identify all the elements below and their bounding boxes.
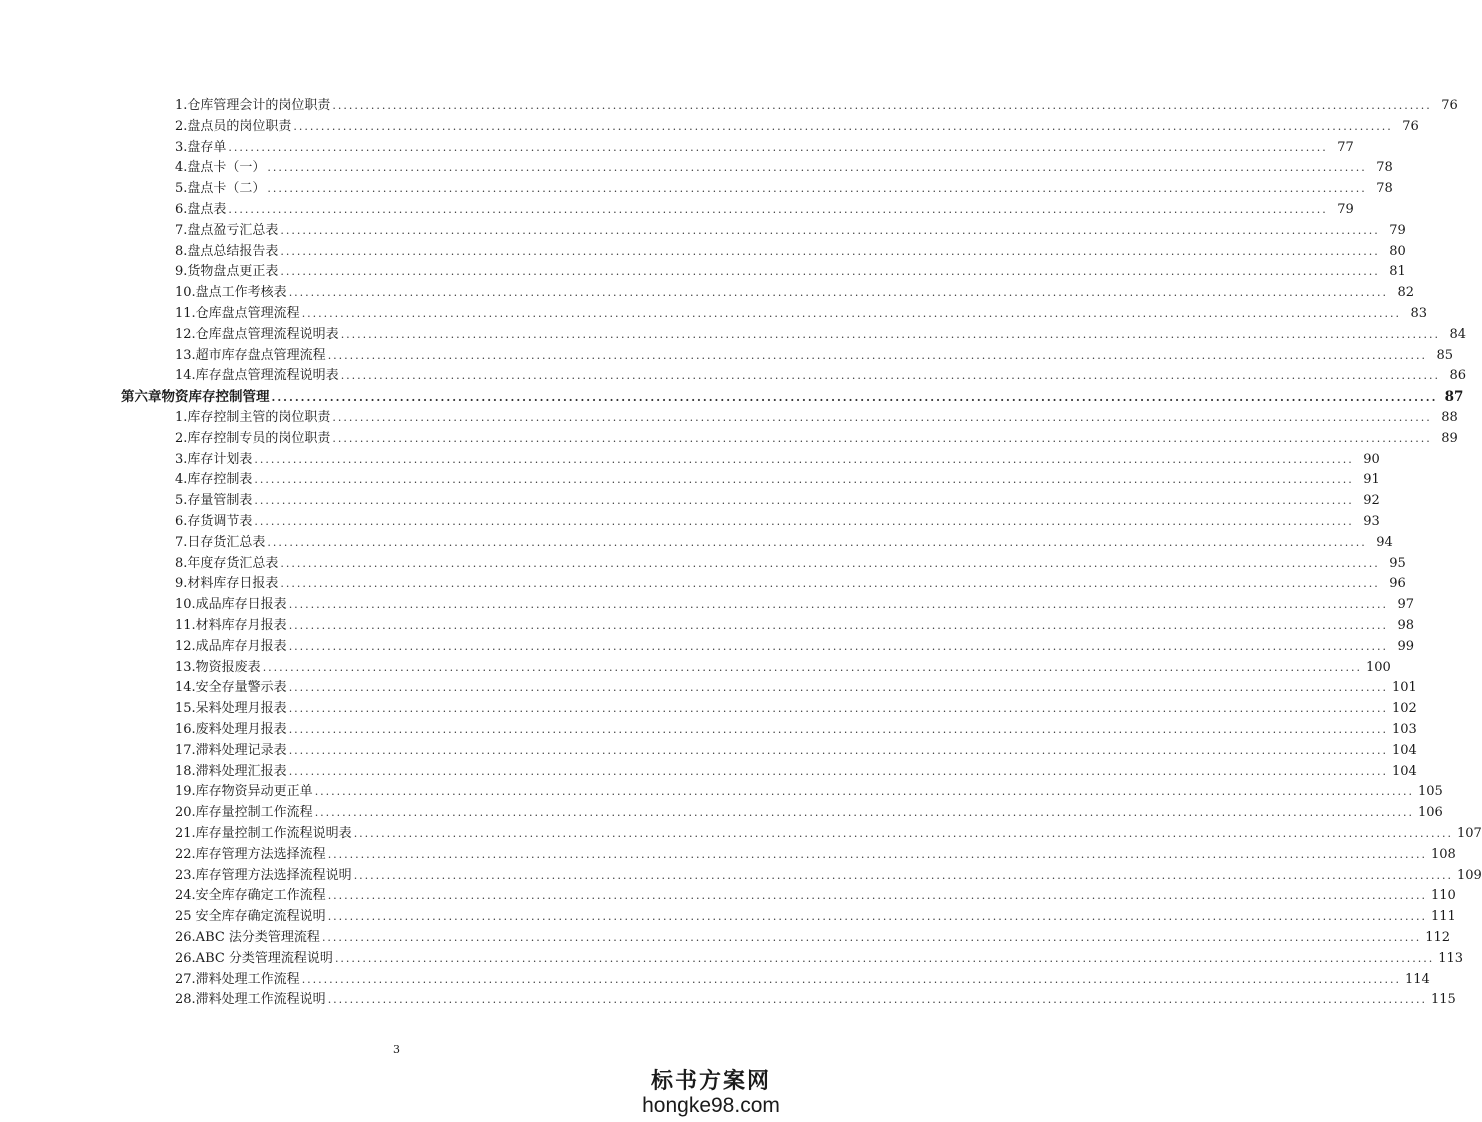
toc-entry-label: 7.日存货汇总表 xyxy=(175,534,266,550)
toc-entry-label: 10.成品库存日报表 xyxy=(175,597,287,613)
toc-page-number: 85 xyxy=(1436,347,1454,363)
toc-entry-label: 11.材料库存月报表 xyxy=(175,618,287,633)
toc-page-number: 107 xyxy=(1457,826,1482,841)
toc-page-number: 98 xyxy=(1397,618,1415,633)
toc-entry[interactable] xyxy=(175,264,1406,280)
toc-entry[interactable] xyxy=(175,826,1482,842)
toc-entry[interactable] xyxy=(175,285,1415,301)
toc-leader-dots: ........................................................................................................................................................................................................ xyxy=(301,972,1402,986)
toc-page-number: 90 xyxy=(1363,451,1380,467)
watermark-name: 标书方案网 xyxy=(650,1069,771,1094)
toc-entry-label: 5.盘点卡（二） xyxy=(175,181,266,197)
toc-leader-dots: ........................................................................................................................................................................................................ xyxy=(262,660,1363,674)
toc-leader-dots: ........................................................................................................................................................................................................ xyxy=(267,535,1367,549)
toc-entry-label: 11.仓库盘点管理流程 xyxy=(175,306,300,321)
toc-leader-dots: ........................................................................................................................................................................................................ xyxy=(321,931,1422,944)
toc-entry-label: 8.年度存货汇总表 xyxy=(175,555,279,571)
toc-page-number: 108 xyxy=(1431,846,1456,862)
toc-leader-dots: ........................................................................................................................................................................................................ xyxy=(327,889,1428,903)
toc-page-number: 103 xyxy=(1392,722,1417,737)
toc-page-number: 96 xyxy=(1389,576,1406,592)
toc-leader-dots: ........................................................................................................................................................................................................ xyxy=(327,847,1428,861)
toc-entry-label: 3.库存计划表 xyxy=(175,451,253,467)
toc-entry-label: 17.滞料处理记录表 xyxy=(175,742,287,758)
toc-entry-label: 22.库存管理方法选择流程 xyxy=(175,846,326,862)
toc-entry-label: 5.存量管制表 xyxy=(175,493,253,509)
toc-entry-label: 16.废料处理月报表 xyxy=(175,722,287,737)
toc-page-number: 82 xyxy=(1397,285,1415,301)
toc-page-number: 93 xyxy=(1363,514,1380,529)
toc-entry[interactable] xyxy=(175,514,1380,530)
toc-entry[interactable] xyxy=(175,576,1406,592)
toc-leader-dots: ........................................................................................................................................................................................................ xyxy=(288,286,1389,300)
toc-entry-label: 8.盘点总结报告表 xyxy=(175,243,279,259)
toc-entry[interactable] xyxy=(175,701,1417,717)
toc-page-number: 91 xyxy=(1363,472,1380,488)
toc-page-number: 99 xyxy=(1397,638,1415,654)
toc-entry[interactable] xyxy=(175,555,1406,572)
toc-page-number: 94 xyxy=(1376,534,1393,550)
toc-entry-label: 26.ABC 分类管理流程说明 xyxy=(175,950,333,966)
toc-leader-dots: ........................................................................................................................................................................................................ xyxy=(301,307,1402,320)
toc-entry-label: 13.超市库存盘点管理流程 xyxy=(175,347,326,363)
page-number: 3 xyxy=(393,1043,400,1056)
toc-page-number: 79 xyxy=(1389,222,1406,238)
toc-entry-label: 28.滞料处理工作流程说明 xyxy=(175,992,326,1008)
toc-entry[interactable] xyxy=(175,118,1419,135)
toc-entry-label: 19.库存物资异动更正单 xyxy=(175,784,313,800)
toc-leader-dots: ........................................................................................................................................................................................................ xyxy=(327,348,1428,362)
toc-entry-label: 27.滞料处理工作流程 xyxy=(175,971,300,987)
toc-page-number: 104 xyxy=(1392,742,1417,758)
toc-page-number: 84 xyxy=(1449,326,1467,342)
toc-entry[interactable] xyxy=(175,680,1417,696)
toc-entry-label: 4.盘点卡（一） xyxy=(175,160,266,176)
toc-leader-dots: ........................................................................................................................................................................................................ xyxy=(288,723,1389,736)
toc-entry[interactable] xyxy=(175,888,1456,904)
toc-entry-label: 3.盘存单 xyxy=(175,139,227,155)
toc-leader-dots: ........................................................................................................................................................................................................ xyxy=(340,369,1441,383)
toc-page-number: 78 xyxy=(1376,181,1393,197)
toc-page-number: 112 xyxy=(1425,930,1451,945)
toc-leader-dots: ........................................................................................................................................................................................................ xyxy=(254,494,1354,508)
toc-leader-dots: ........................................................................................................................................................................................................ xyxy=(288,619,1389,632)
toc-entry[interactable] xyxy=(175,763,1417,780)
toc-leader-dots: ........................................................................................................................................................................................................ xyxy=(267,182,1367,196)
toc-page-number: 81 xyxy=(1389,264,1406,280)
toc-leader-dots: ........................................................................................................................................................................................................ xyxy=(327,993,1428,1007)
toc-entry-label: 20.库存量控制工作流程 xyxy=(175,805,313,821)
toc-page-number: 78 xyxy=(1376,160,1393,176)
toc-page-number: 77 xyxy=(1337,139,1354,155)
toc-entry[interactable] xyxy=(175,98,1458,114)
toc-entry-label: 1.库存控制主管的岗位职责 xyxy=(175,410,331,425)
toc-entry[interactable] xyxy=(175,493,1380,509)
toc-page-number: 83 xyxy=(1410,306,1428,321)
toc-entry[interactable] xyxy=(175,326,1467,343)
toc-page-number: 109 xyxy=(1457,867,1482,883)
toc-entry[interactable] xyxy=(175,472,1380,488)
toc-entry-label: 10.盘点工作考核表 xyxy=(175,285,287,301)
toc-page-number: 86 xyxy=(1449,368,1467,384)
toc-leader-dots: ........................................................................................................................................................................................................ xyxy=(288,764,1389,778)
watermark-site: hongke98.com xyxy=(642,1094,780,1117)
toc-entry-label: 4.库存控制表 xyxy=(175,472,253,488)
toc-page-number: 76 xyxy=(1402,118,1419,134)
toc-entry-label: 9.材料库存日报表 xyxy=(175,576,279,592)
toc-entry[interactable] xyxy=(175,722,1417,738)
toc-leader-dots: ........................................................................................................................................................................................................ xyxy=(280,244,1380,258)
toc-page-number: 97 xyxy=(1397,597,1415,613)
toc-chapter-number: 第六章 xyxy=(121,389,162,406)
toc-entry[interactable] xyxy=(175,930,1451,946)
toc-entry[interactable] xyxy=(175,430,1458,447)
toc-entry[interactable] xyxy=(175,638,1415,655)
toc-entry[interactable] xyxy=(175,950,1464,967)
toc-entry[interactable] xyxy=(175,805,1443,821)
toc-leader-dots: ........................................................................................................................................................................................................ xyxy=(254,473,1354,487)
toc-page-number: 89 xyxy=(1441,430,1458,446)
toc-entry-label: 14.库存盘点管理流程说明表 xyxy=(175,368,339,384)
toc-page-number: 100 xyxy=(1366,659,1391,675)
toc-page-number: 113 xyxy=(1438,950,1464,966)
toc-leader-dots: ........................................................................................................................................................................................................ xyxy=(228,140,1328,154)
toc-entry[interactable] xyxy=(175,181,1393,197)
toc-leader-dots: ........................................................................................................................................................................................................ xyxy=(288,598,1389,612)
toc-page-number: 102 xyxy=(1392,701,1417,717)
toc-leader-dots: ........................................................................................................................................................................................................ xyxy=(340,327,1441,341)
toc-leader-dots: ........................................................................................................................................................................................................ xyxy=(314,806,1415,820)
toc-leader-dots: ........................................................................................................................................................................................................ xyxy=(293,119,1393,133)
toc-entry[interactable] xyxy=(175,243,1406,260)
toc-page-number: 88 xyxy=(1441,410,1458,425)
watermark-logo xyxy=(641,1070,781,1118)
toc-leader-dots: ........................................................................................................................................................................................................ xyxy=(332,431,1432,445)
toc-entry-label: 12.仓库盘点管理流程说明表 xyxy=(175,326,339,342)
toc-page-number: 111 xyxy=(1431,909,1456,925)
toc-entry-label: 9.货物盘点更正表 xyxy=(175,264,279,280)
toc-entry[interactable] xyxy=(175,451,1380,468)
toc-entry[interactable] xyxy=(175,534,1393,551)
toc-leader-dots: ........................................................................................................................................................................................................ xyxy=(332,99,1432,112)
toc-page-number: 110 xyxy=(1431,888,1456,904)
toc-page-number: 76 xyxy=(1441,98,1458,113)
toc-entry-label: 26.ABC 法分类管理流程 xyxy=(175,930,320,945)
toc-entry-label: 6.存货调节表 xyxy=(175,514,253,529)
toc-page-number: 101 xyxy=(1392,680,1417,696)
toc-entry-label: 25 安全库存确定流程说明 xyxy=(175,909,326,925)
toc-entry-label: 1.仓库管理会计的岗位职责 xyxy=(175,98,331,113)
toc-entry[interactable] xyxy=(175,222,1406,239)
toc-entry-label: 2.盘点员的岗位职责 xyxy=(175,118,292,134)
toc-page-number: 80 xyxy=(1389,243,1406,259)
toc-chapter-entry[interactable] xyxy=(121,389,1464,406)
toc-entry[interactable] xyxy=(175,909,1456,925)
toc-page-number: 87 xyxy=(1444,389,1464,406)
toc-leader-dots: ........................................................................................................................................................................................................ xyxy=(280,577,1380,591)
toc-entry-label: 6.盘点表 xyxy=(175,202,227,217)
toc-entry[interactable] xyxy=(175,742,1417,759)
toc-leader-dots: ........................................................................................................................................................................................................ xyxy=(332,411,1432,424)
toc-page-number: 105 xyxy=(1418,784,1443,800)
toc-page-number: 114 xyxy=(1405,971,1430,987)
toc-leader-dots: ........................................................................................................................................................................................................ xyxy=(288,681,1389,695)
toc-entry[interactable] xyxy=(175,202,1354,218)
toc-entry-label: 7.盘点盈亏汇总表 xyxy=(175,222,279,238)
toc-page-number: 104 xyxy=(1392,763,1417,779)
toc-leader-dots: ........................................................................................................................................................................................................ xyxy=(288,743,1389,757)
toc-leader-dots: ........................................................................................................................................................................................................ xyxy=(228,203,1328,216)
toc-entry[interactable] xyxy=(175,347,1454,364)
toc-leader-dots: ........................................................................................................................................................................................................ xyxy=(327,910,1428,924)
toc-entry-label: 物资库存控制管理 xyxy=(161,389,270,406)
toc-leader-dots: ........................................................................................................................................................................................................ xyxy=(254,452,1354,466)
toc-page-number: 79 xyxy=(1337,202,1354,217)
toc-entry[interactable] xyxy=(175,992,1456,1008)
toc-leader-dots: ........................................................................................................................................................................................................ xyxy=(334,951,1435,965)
toc-leader-dots: ........................................................................................................................................................................................................ xyxy=(353,868,1454,882)
toc-entry[interactable] xyxy=(175,368,1467,384)
toc-entry[interactable] xyxy=(175,160,1393,176)
toc-leader-dots: ........................................................................................................................................................................................................ xyxy=(271,391,1438,405)
toc-leader-dots: ........................................................................................................................................................................................................ xyxy=(280,556,1380,570)
toc-leader-dots: ........................................................................................................................................................................................................ xyxy=(254,515,1354,528)
toc-entry[interactable] xyxy=(175,597,1415,613)
toc-entry[interactable] xyxy=(175,306,1428,322)
toc-entry-label: 14.安全存量警示表 xyxy=(175,680,287,696)
toc-page-number: 106 xyxy=(1418,805,1443,821)
toc-entry[interactable] xyxy=(175,784,1443,800)
toc-leader-dots: ........................................................................................................................................................................................................ xyxy=(288,639,1389,653)
toc-entry-label: 13.物资报废表 xyxy=(175,659,261,675)
toc-entry-label: 21.库存量控制工作流程说明表 xyxy=(175,826,352,841)
toc-leader-dots: ........................................................................................................................................................................................................ xyxy=(288,702,1389,716)
toc-entry-label: 23.库存管理方法选择流程说明 xyxy=(175,867,352,883)
toc-entry[interactable] xyxy=(175,659,1391,676)
toc-leader-dots: ........................................................................................................................................................................................................ xyxy=(267,161,1367,175)
toc-entry[interactable] xyxy=(175,410,1458,426)
toc-entry[interactable] xyxy=(175,139,1354,156)
toc-entry[interactable] xyxy=(175,618,1415,634)
toc-entry-label: 2.库存控制专员的岗位职责 xyxy=(175,430,331,446)
toc-entry[interactable] xyxy=(175,867,1482,884)
toc-entry-label: 15.呆料处理月报表 xyxy=(175,701,287,717)
toc-entry-label: 24.安全库存确定工作流程 xyxy=(175,888,326,904)
toc-entry[interactable] xyxy=(175,971,1430,988)
toc-page-number: 95 xyxy=(1389,555,1406,571)
toc-leader-dots: ........................................................................................................................................................................................................ xyxy=(353,827,1454,840)
toc-entry-label: 12.成品库存月报表 xyxy=(175,638,287,654)
toc-leader-dots: ........................................................................................................................................................................................................ xyxy=(280,265,1380,279)
toc-leader-dots: ........................................................................................................................................................................................................ xyxy=(314,785,1415,799)
toc-page-number: 115 xyxy=(1431,992,1456,1008)
toc-leader-dots: ........................................................................................................................................................................................................ xyxy=(280,223,1380,237)
toc-entry[interactable] xyxy=(175,846,1456,863)
toc-page-number: 92 xyxy=(1363,493,1380,509)
toc-entry-label: 18.滞料处理汇报表 xyxy=(175,763,287,779)
